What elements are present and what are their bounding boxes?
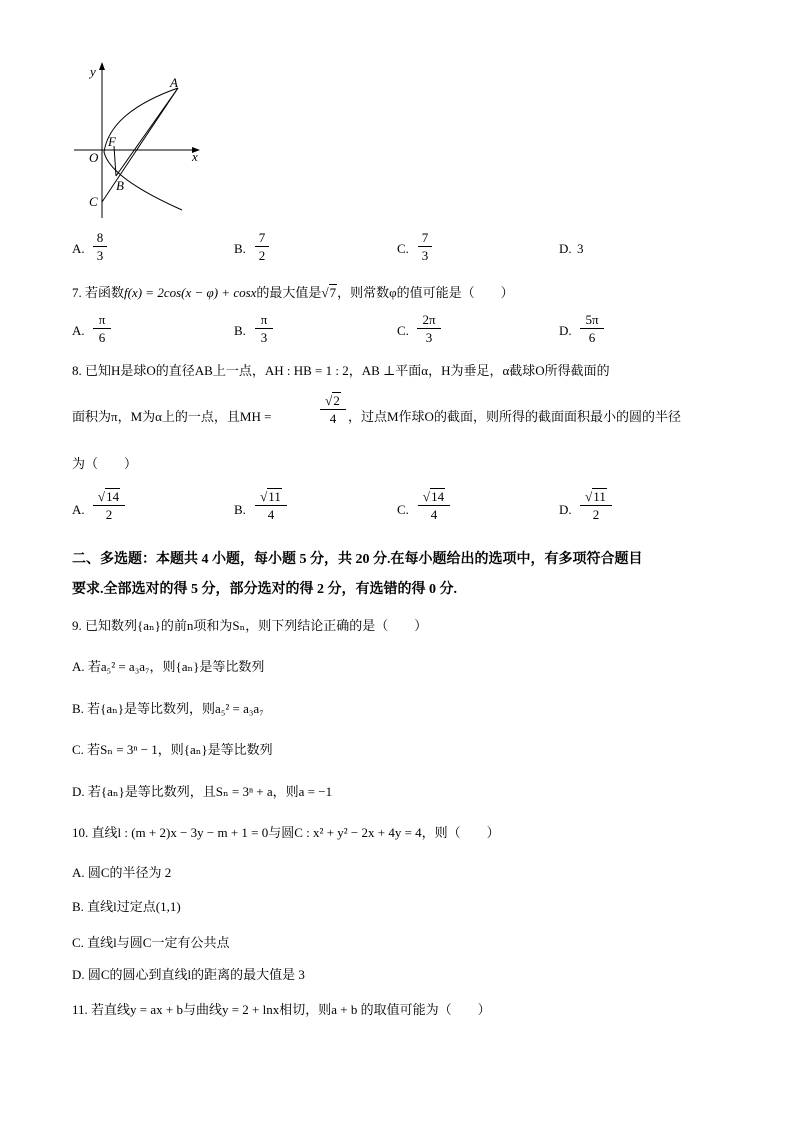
q6-option-a-letter: A.: [72, 241, 85, 256]
q7-option-b: [255, 313, 273, 344]
q10-option-d: D. 圆C的圆心到直线l的距离的最大值是 3: [72, 967, 305, 982]
q6-option-a-den: 3: [96, 248, 104, 263]
q6-option-a: [93, 231, 107, 262]
q8-option-c-den: 4: [430, 507, 438, 522]
label-f: F: [108, 134, 116, 149]
label-x: x: [192, 149, 198, 164]
q7-option-c-letter: C.: [397, 323, 409, 338]
q10-option-b: B. 直线l过定点(1,1): [72, 899, 181, 914]
q7-option-a-letter: A.: [72, 323, 85, 338]
q10-option-a: A. 圆C的半径为 2: [72, 865, 172, 880]
q8-line1: 8. 已知H是球O的直径AB上一点，AH : HB = 1 : 2，AB ⊥平面α，H为垂足，α截球O所得截面的: [72, 363, 610, 378]
q8-option-d-rad: 11: [593, 489, 606, 504]
q6-option-b-num: 7: [258, 230, 266, 245]
q8-line2: [72, 406, 271, 425]
q6-option-a-num: 8: [96, 230, 104, 245]
section2-heading-line2: 要求.全部选对的得 5 分，部分选对的得 2 分，有选错的得 0 分.: [72, 582, 457, 597]
q8-line3: 为（ ）: [72, 456, 138, 471]
q8-mh-num: 2: [333, 393, 340, 408]
q8-option-d: √11 2: [580, 490, 612, 521]
q7-option-d-letter: D.: [559, 323, 572, 338]
q7-suffix: ，则常数φ的值可能是（ ）: [337, 285, 514, 300]
q7-option-c: [417, 313, 441, 344]
q6-option-c-den: 3: [421, 248, 429, 263]
q7-stem: 7. 若函数f(x) = 2cos(x − φ) + cosx的最大值是√7，则常数φ的值可能是（ ）: [72, 285, 514, 300]
section2-heading-line1: 二、多选题：本题共 4 小题，每小题 5 分，共 20 分.在每小题给出的选项中，有多项符合题目: [72, 552, 643, 567]
q6-option-d-letter: D.: [559, 241, 572, 256]
q8-option-a-rad: 14: [106, 489, 120, 504]
q6-option-b-den: 2: [258, 248, 266, 263]
parabola-figure: [70, 60, 210, 220]
q7-option-d: [580, 313, 604, 344]
q8-option-a-letter: A.: [72, 502, 85, 517]
q8-option-a-den: 2: [105, 507, 113, 522]
q9-option-c: C. 若Sₙ = 3ⁿ − 1，则{aₙ}是等比数列: [72, 742, 273, 757]
q8-mh-den: 4: [329, 411, 337, 426]
q7-option-a-num: π: [98, 312, 106, 327]
q6-option-d: 3: [577, 241, 584, 256]
q6-option-c-num: 7: [421, 230, 429, 245]
q10-option-c: C. 直线l与圆C一定有公共点: [72, 935, 230, 950]
label-b: B: [116, 178, 124, 193]
q8-mh-fraction: √2 4: [320, 394, 346, 425]
q6-option-b: [255, 231, 269, 262]
q7-option-b-den: 3: [260, 330, 268, 345]
q7-option-d-den: 6: [588, 330, 596, 345]
q7-prefix: 7. 若函数: [72, 285, 125, 300]
q7-formula: f(x) = 2cos(x − φ) + cosx: [124, 285, 257, 300]
q8-option-d-den: 2: [592, 507, 600, 522]
q9-option-a: A. 若a₅² = a₃a₇，则{aₙ}是等比数列: [72, 659, 265, 674]
label-o: O: [89, 150, 99, 165]
q7-option-a: [93, 313, 111, 344]
q7-option-b-letter: B.: [234, 323, 246, 338]
q8-option-a: √14 2: [93, 490, 125, 521]
q8-option-c: √14 4: [418, 490, 450, 521]
q8-option-b-rad: 11: [268, 489, 281, 504]
q8-option-b: √11 4: [255, 490, 287, 521]
label-c: C: [89, 194, 98, 209]
q10-stem: 10. 直线l : (m + 2)x − 3y − m + 1 = 0与圆C : x² + y² − 2x + 4y = 4，则（ ）: [72, 825, 500, 840]
q7-mid: 的最大值是: [256, 285, 322, 300]
q7-option-b-num: π: [260, 312, 268, 327]
q8-option-c-letter: C.: [397, 502, 409, 517]
q11-stem: 11. 若直线y = ax + b与曲线y = 2 + lnx相切，则a + b 的取值可能为（ ）: [72, 1002, 491, 1017]
q9-option-b: B. 若{aₙ}是等比数列，则a₅² = a₃a₇: [72, 701, 264, 716]
q7-option-c-num: 2π: [422, 312, 436, 327]
q8-option-c-rad: 14: [431, 489, 445, 504]
q6-option-b-letter: B.: [234, 241, 246, 256]
q8-option-d-letter: D.: [559, 502, 572, 517]
q7-option-a-den: 6: [98, 330, 106, 345]
label-a: A: [170, 75, 178, 90]
q9-stem: 9. 已知数列{aₙ}的前n项和为Sₙ，则下列结论正确的是（ ）: [72, 618, 428, 633]
q6-option-c: [418, 231, 432, 262]
q8-option-b-den: 4: [267, 507, 275, 522]
q6-option-c-letter: C.: [397, 241, 409, 256]
q7-sqrt-value: 7: [329, 285, 337, 300]
q8-line2-b: ，过点M作球O的截面，则所得的截面面积最小的圆的半径: [348, 409, 681, 424]
label-y: y: [90, 64, 96, 79]
y-axis-arrow: [99, 62, 105, 70]
q7-option-d-num: 5π: [585, 312, 599, 327]
q9-option-d: D. 若{aₙ}是等比数列，且Sₙ = 3ⁿ + a，则a = −1: [72, 784, 333, 799]
q8-line2-a: 面积为π，M为α上的一点，且MH =: [72, 409, 272, 424]
q7-option-c-den: 3: [425, 330, 433, 345]
q8-option-b-letter: B.: [234, 502, 246, 517]
